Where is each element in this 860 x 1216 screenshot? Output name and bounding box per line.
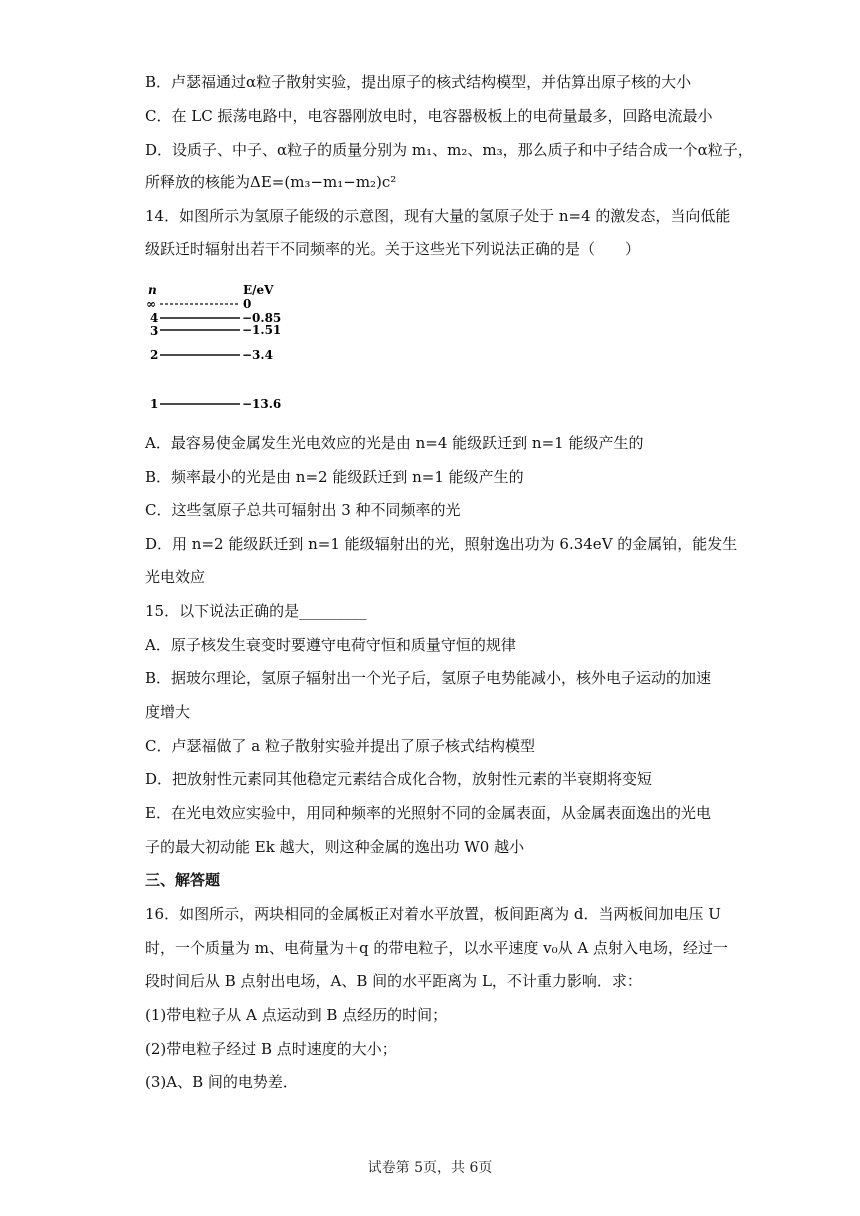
level-1-value: −13.6 — [242, 397, 282, 411]
question-14-option-d-line2: 光电效应 — [145, 568, 206, 586]
question-15-option-c: C．卢瑟福做了 a 粒子散射实验并提出了原子核式结构模型 — [145, 737, 535, 755]
diagram-energy-header: E/eV — [243, 283, 274, 297]
level-2-value: −3.4 — [242, 348, 273, 362]
option-d-mass-line2: 所释放的核能为ΔE=(m₃−m₁−m₂)c² — [145, 173, 397, 191]
option-b-rutherford: B．卢瑟福通过α粒子散射实验，提出原子的核式结构模型，并估算出原子核的大小 — [145, 73, 692, 91]
energy-level-diagram — [140, 278, 300, 418]
question-15-option-b-line1: B．据玻尔理论，氢原子辐射出一个光子后，氢原子电势能减小，核外电子运动的加速 — [145, 669, 712, 687]
question-16-part-3: (3)A、B 间的电势差． — [145, 1073, 298, 1091]
question-15-option-a: A．原子核发生衰变时要遵守电荷守恒和质量守恒的规律 — [145, 636, 516, 654]
question-14-option-c: C．这些氢原子总共可辐射出 3 种不同频率的光 — [145, 501, 461, 519]
level-1-label: 1 — [150, 397, 159, 411]
section-heading-answer-questions: 三、解答题 — [145, 871, 221, 889]
level-4-label: 4 — [150, 311, 159, 325]
level-3-value: −1.51 — [242, 323, 282, 337]
question-15-option-b-line2: 度增大 — [145, 703, 191, 721]
level-3-label: 3 — [150, 324, 159, 338]
level-inf-value: 0 — [243, 297, 252, 311]
question-15-stem: 15．以下说法正确的是_________ — [145, 602, 367, 620]
question-15-option-e-line2: 子的最大初动能 Ek 越大，则这种金属的逸出功 W0 越小 — [145, 838, 525, 856]
question-14-option-b: B．频率最小的光是由 n=2 能级跃迁到 n=1 能级产生的 — [145, 468, 524, 486]
level-inf-label: ∞ — [146, 297, 156, 311]
question-16-stem-line3: 段时间后从 B 点射出电场，A、B 间的水平距离为 L，不计重力影响．求： — [145, 972, 642, 990]
diagram-n-header: n — [148, 283, 157, 297]
question-14-option-d-line1: D．用 n=2 能级跃迁到 n=1 能级辐射出的光，照射逸出功为 6.34eV 的金属铂，能发生 — [145, 535, 738, 553]
question-14-option-a: A．最容易使金属发生光电效应的光是由 n=4 能级跃迁到 n=1 能级产生的 — [145, 434, 644, 452]
question-16-part-2: (2)带电粒子经过 B 点时速度的大小； — [145, 1040, 397, 1058]
question-14-stem-line2: 级跃迁时辐射出若干不同频率的光。关于这些光下列说法正确的是（ ） — [145, 240, 641, 258]
level-2-label: 2 — [150, 348, 159, 362]
option-d-mass-line1: D．设质子、中子、α粒子的质量分别为 m₁、m₂、m₃，那么质子和中子结合成一个α粒子， — [145, 141, 753, 159]
question-16-part-1: (1)带电粒子从 A 点运动到 B 点经历的时间； — [145, 1006, 448, 1024]
page-footer: 试卷第 5页，共 6页 — [367, 1160, 493, 1176]
option-c-lc-circuit: C．在 LC 振荡电路中，电容器刚放电时，电容器极板上的电荷量最多，回路电流最小 — [145, 107, 713, 125]
question-15-option-e-line1: E．在光电效应实验中，用同种频率的光照射不同的金属表面，从金属表面逸出的光电 — [145, 804, 711, 822]
question-15-option-d: D．把放射性元素同其他稳定元素结合成化合物，放射性元素的半衰期将变短 — [145, 770, 653, 788]
question-16-stem-line2: 时，一个质量为 m、电荷量为＋q 的带电粒子，以水平速度 v₀从 A 点射入电场，经过一 — [145, 939, 728, 957]
question-14-stem-line1: 14．如图所示为氢原子能级的示意图，现有大量的氢原子处于 n=4 的激发态，当向低能 — [145, 207, 731, 225]
question-16-stem-line1: 16．如图所示，两块相同的金属板正对着水平放置，板间距离为 d．当两板间加电压 U — [145, 905, 721, 923]
level-4-value: −0.85 — [242, 311, 282, 325]
